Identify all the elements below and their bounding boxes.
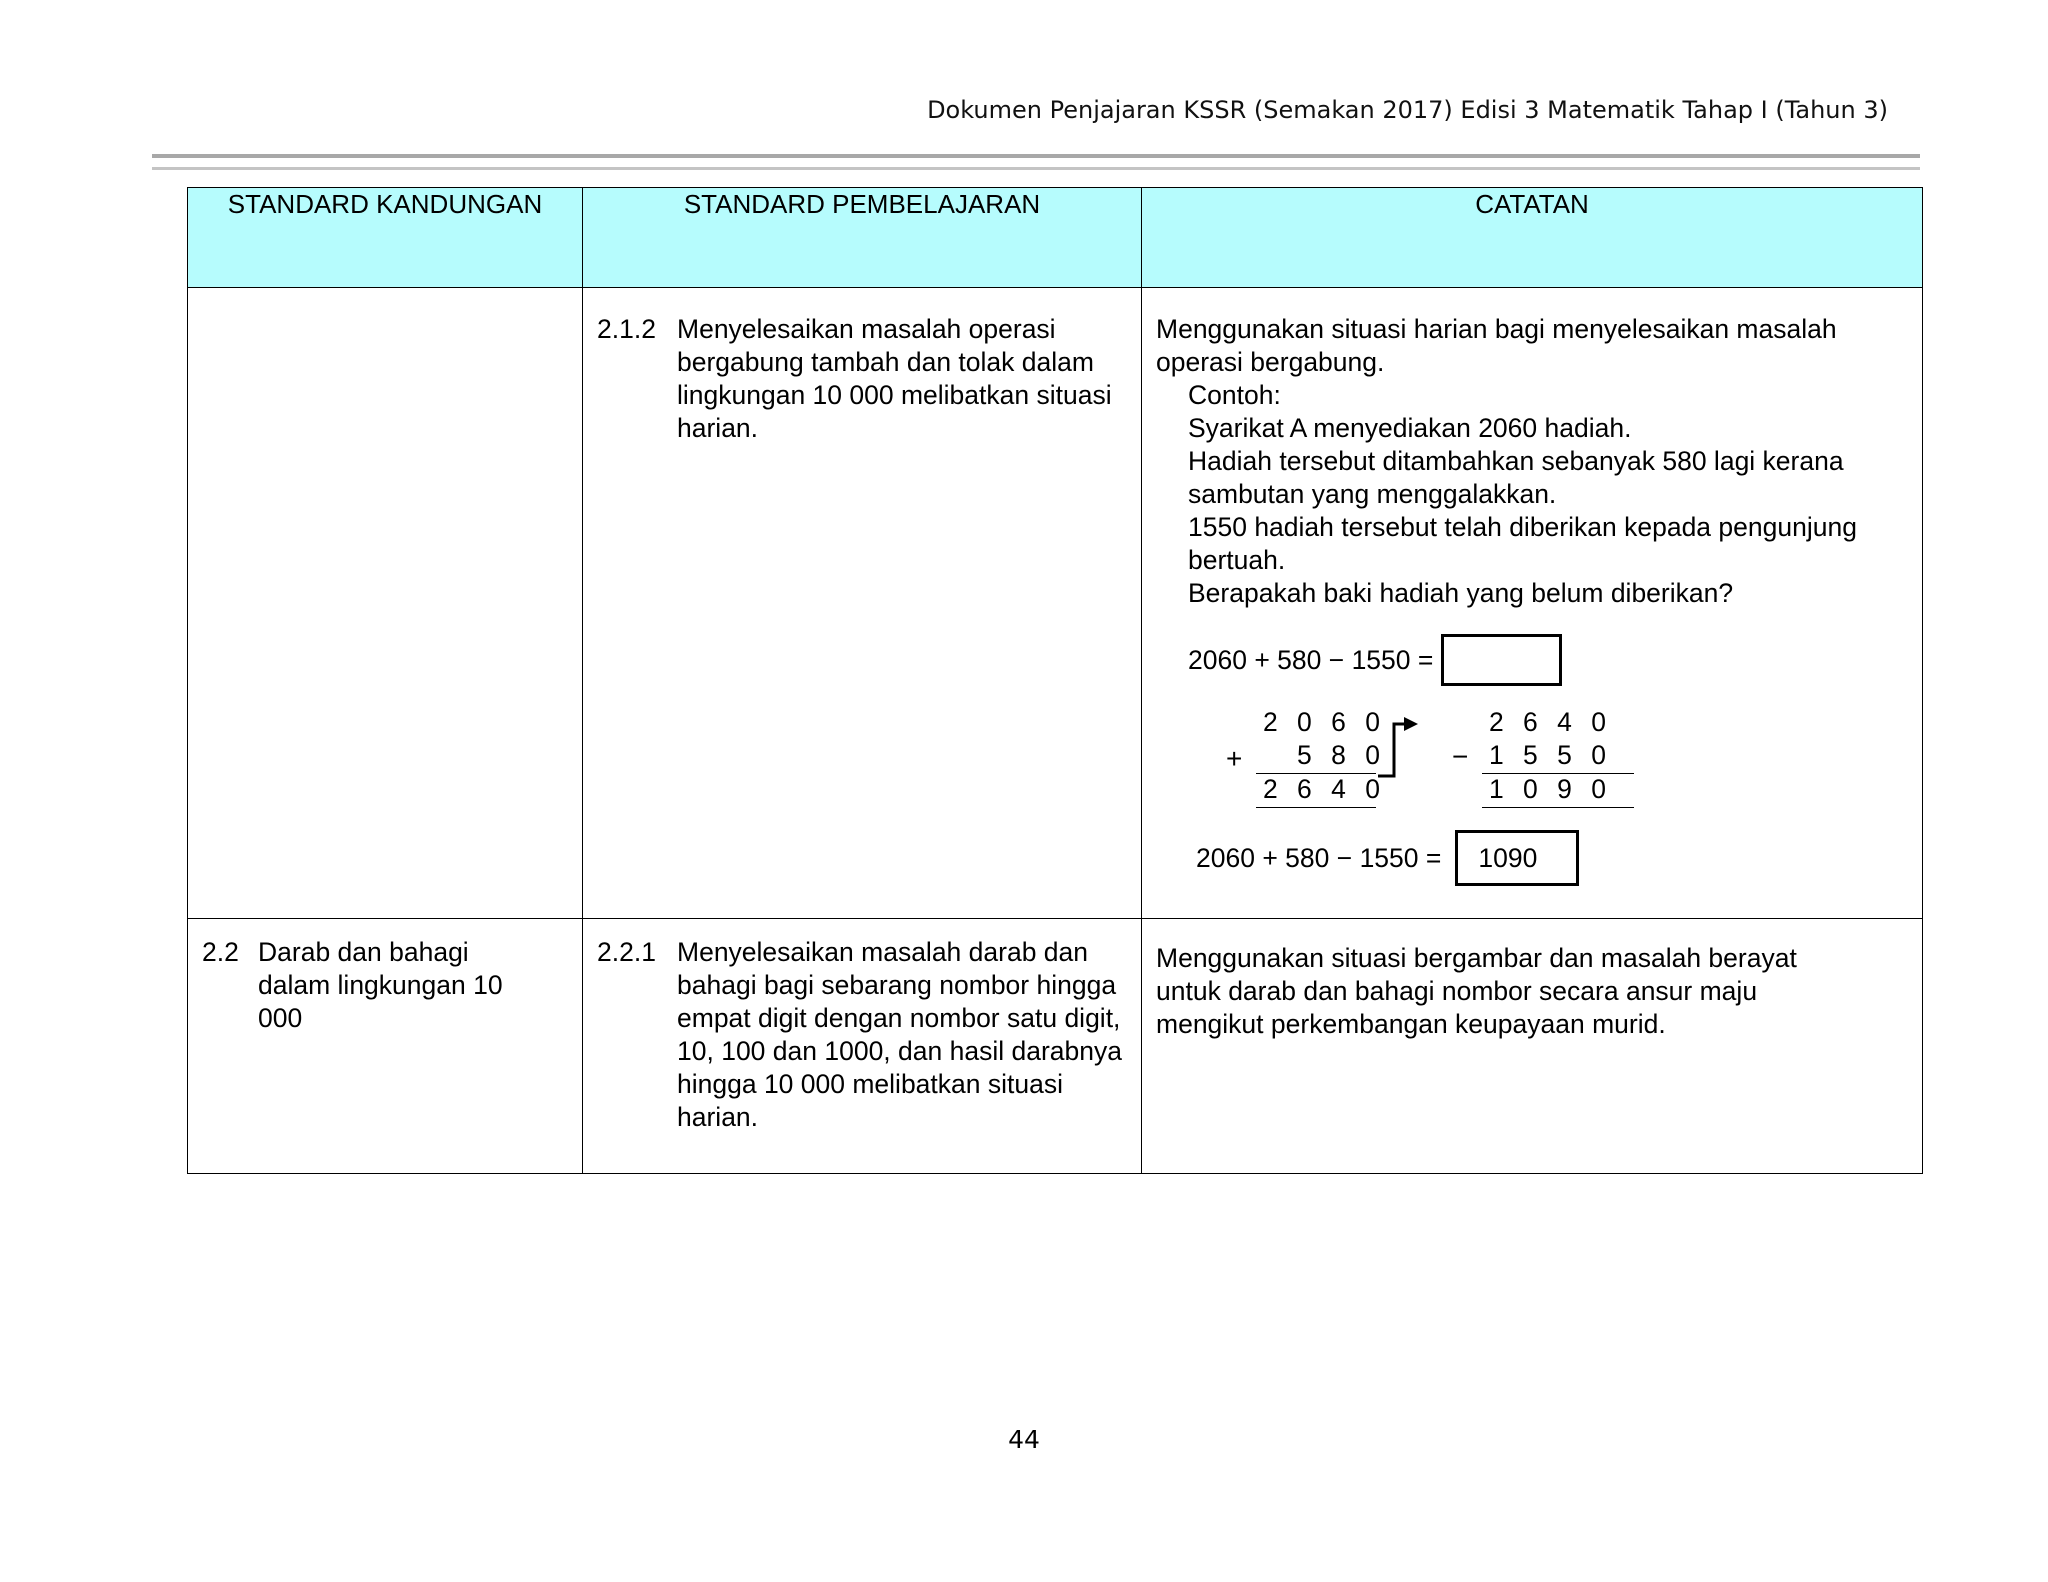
sp-number: 2.1.2	[597, 314, 656, 344]
add-result: 2 6 4 0	[1262, 774, 1386, 804]
catatan-text: Menggunakan situasi bergambar dan masalah berayat untuk darab dan bahagi nombor secara ansur maju mengikut perkembangan keupayaan murid.	[1156, 943, 1797, 1039]
answer-box-empty	[1441, 634, 1562, 686]
carry-arrow-icon	[1378, 710, 1438, 790]
equation-line	[1188, 634, 1908, 686]
sk-cell	[188, 919, 583, 1174]
table-header-row	[188, 188, 1923, 288]
sub-bottom-rule	[1482, 807, 1634, 808]
equation-text: 2060 + 580 − 1550 =	[1188, 644, 1434, 675]
sp-cell	[583, 288, 1142, 919]
catatan-cell	[1142, 919, 1923, 1174]
contoh-line: Berapakah baki hadiah yang belum diberikan?	[1188, 578, 1734, 608]
add-operator: +	[1226, 743, 1243, 774]
final-answer-box: 1090	[1455, 830, 1579, 886]
page-number: 44	[1008, 1425, 1040, 1454]
column-working	[1156, 686, 1908, 828]
add-second-number: 5 8 0	[1297, 740, 1386, 770]
sk-text: Darab dan bahagi dalam lingkungan 10 000	[258, 937, 503, 1033]
sub-top-number: 2 6 4 0	[1488, 707, 1612, 737]
col-header-standard-kandungan: STANDARD KANDUNGAN	[188, 188, 583, 288]
contoh-line: 1550 hadiah tersebut telah diberikan kepada pengunjung bertuah.	[1188, 512, 1857, 575]
final-equation-text: 2060 + 580 − 1550 =	[1196, 842, 1442, 873]
contoh-label: Contoh:	[1188, 380, 1281, 410]
add-top-number: 2 0 6 0	[1262, 707, 1386, 737]
sp-text: Menyelesaikan masalah darab dan bahagi bagi sebarang nombor hingga empat digit dengan nombor satu digit, 10, 100 dan 1000, dan hasil darabnya hingga 10 000 melibatkan situasi harian.	[677, 937, 1122, 1132]
alignment-table	[187, 187, 1923, 1174]
header-rule	[152, 154, 1920, 170]
catatan-cell	[1142, 288, 1923, 919]
table-row	[188, 288, 1923, 919]
contoh-line: Syarikat A menyediakan 2060 hadiah.	[1188, 413, 1632, 443]
table-row	[188, 919, 1923, 1174]
contoh-line: Hadiah tersebut ditambahkan sebanyak 580 lagi kerana sambutan yang menggalakkan.	[1188, 446, 1844, 509]
col-header-standard-pembelajaran: STANDARD PEMBELAJARAN	[583, 188, 1142, 288]
sub-second-number: 1 5 5 0	[1488, 740, 1612, 770]
document-header: Dokumen Penjajaran KSSR (Semakan 2017) Edisi 3 Matematik Tahap I (Tahun 3)	[927, 96, 1888, 124]
sp-cell	[583, 919, 1142, 1174]
catatan-intro: Menggunakan situasi harian bagi menyelesaikan masalah operasi bergabung.	[1156, 314, 1837, 377]
add-bottom-rule	[1256, 807, 1376, 808]
sp-text: Menyelesaikan masalah operasi bergabung tambah dan tolak dalam lingkungan 10 000 melibatkan situasi harian.	[677, 314, 1112, 443]
col-header-catatan: CATATAN	[1142, 188, 1923, 288]
sk-cell-empty	[188, 288, 583, 919]
sp-number: 2.2.1	[597, 937, 656, 967]
sub-operator: −	[1452, 741, 1469, 772]
final-equation-line	[1196, 830, 1908, 886]
sk-number: 2.2	[202, 937, 239, 967]
sub-result: 1 0 9 0	[1488, 774, 1612, 804]
